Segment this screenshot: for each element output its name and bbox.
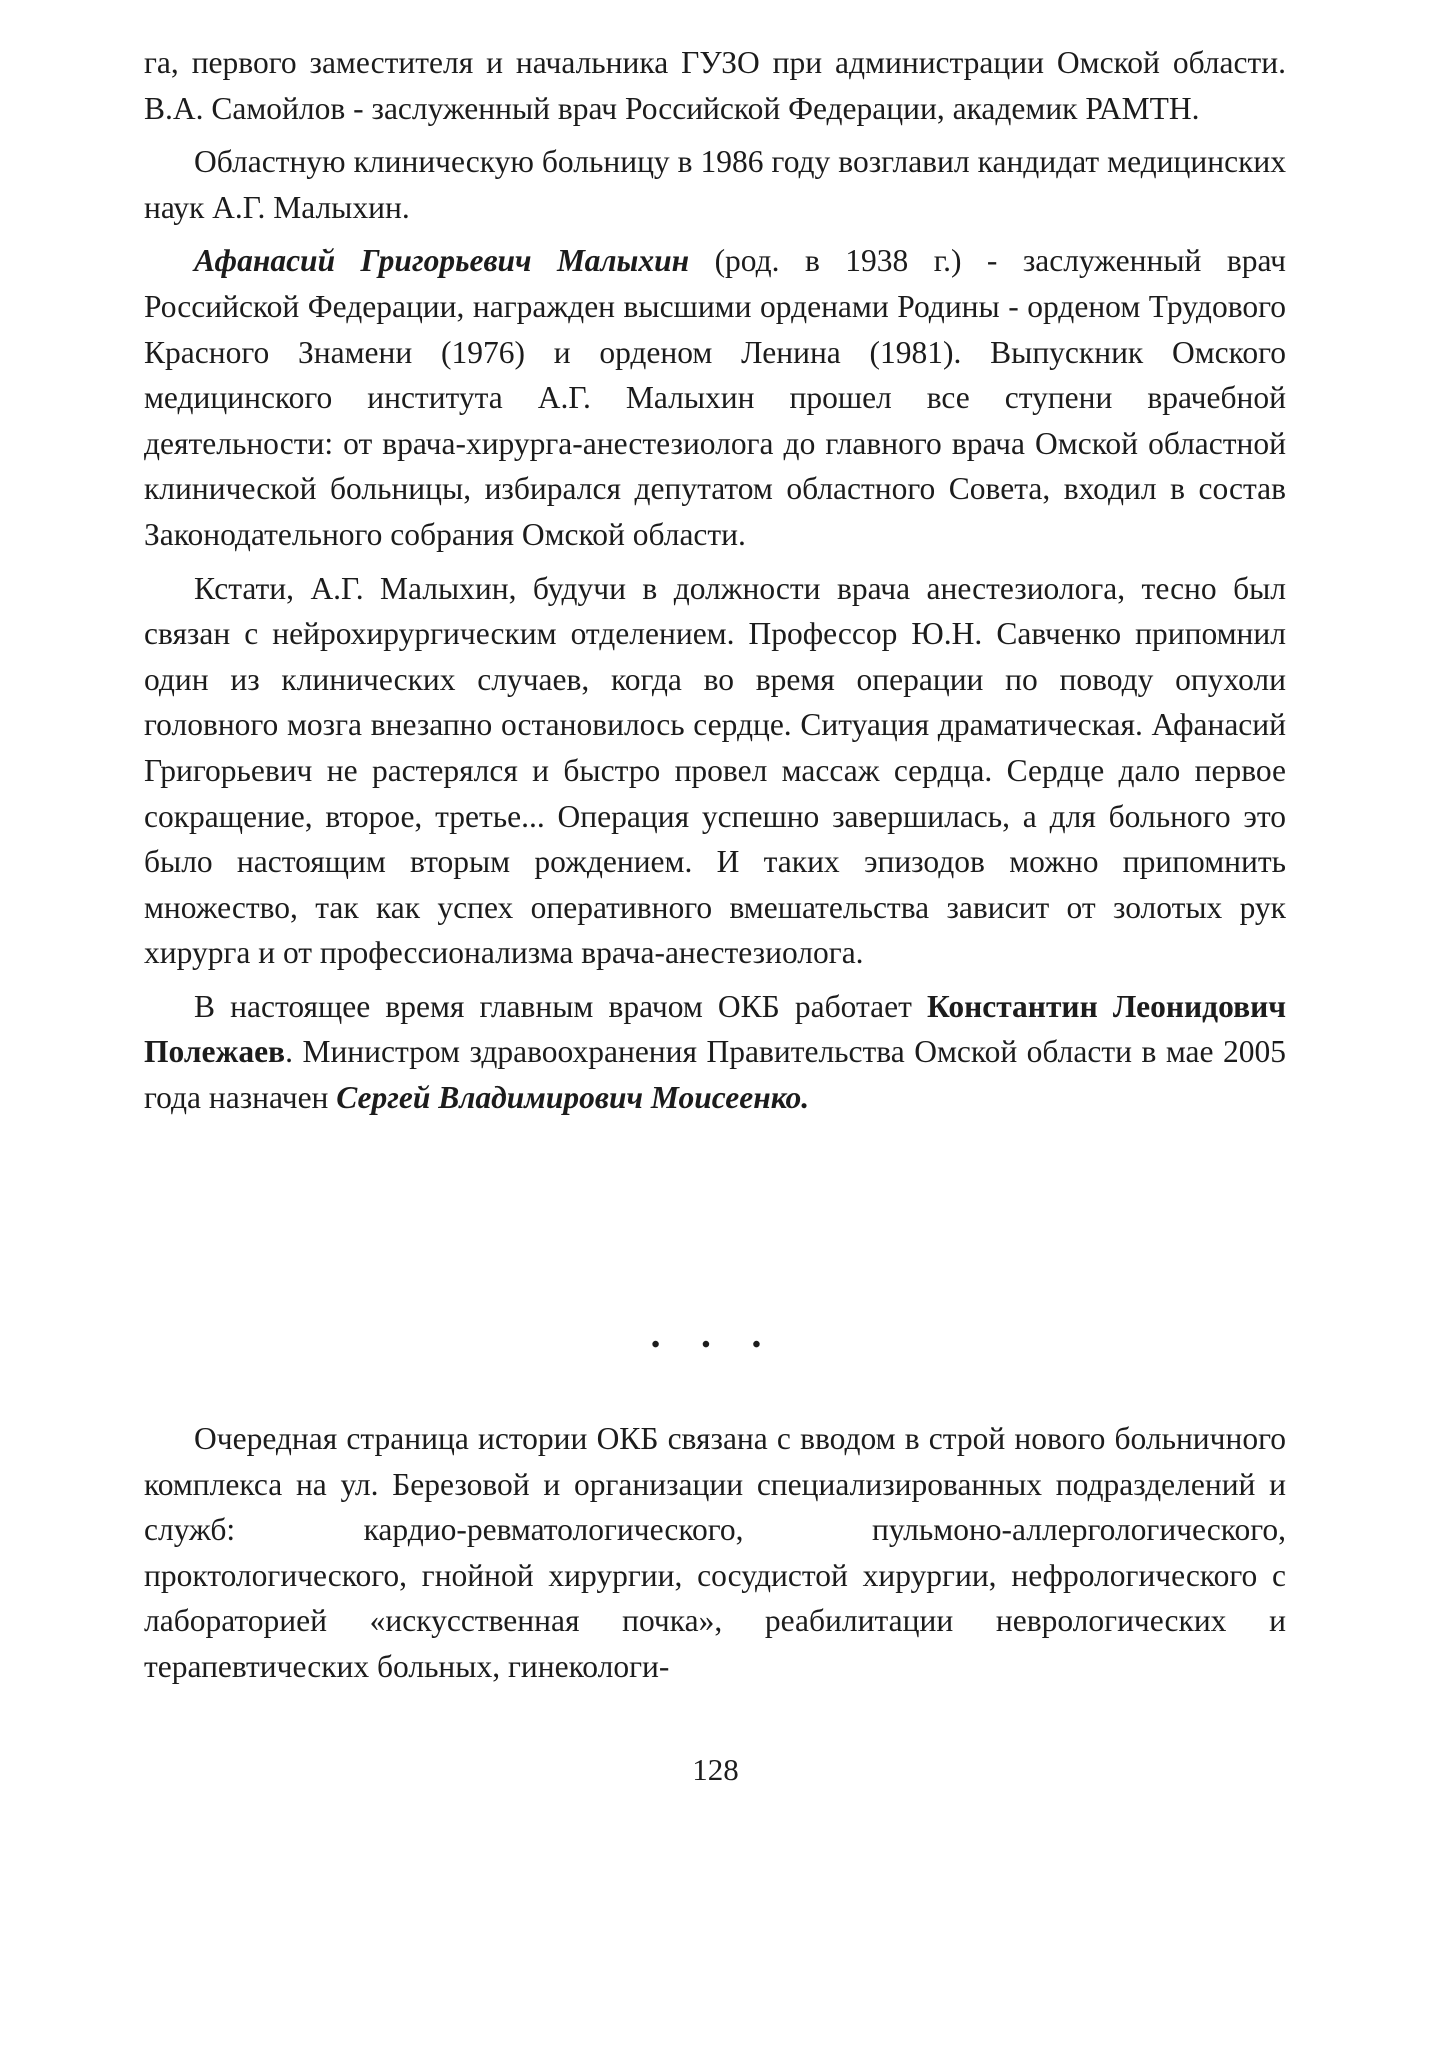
second-section <box>144 1416 1286 1690</box>
name-polezhaev: Константин Леонидович Полежаев <box>144 988 1286 1070</box>
page-number: 128 <box>692 1752 739 1787</box>
leadership-text-mid: . Министром здравоохранения Правительства Омской области в мае 2005 года назначен <box>144 1034 1286 1116</box>
name-moiseenko: Сергей Владимирович Моисеенко <box>336 1080 802 1116</box>
section-divider: • • • <box>651 1332 779 1358</box>
paragraph-current-leadership <box>144 984 1286 1121</box>
page-body <box>144 40 1287 1684</box>
paragraph-surgery-episode: Кстати, А.Г. Малыхин, будучи в должности врача анестезиолога, тесно был связан с нейрохирургическим отделением. Профессор Ю.Н. Савченко припомнил один из клинических случаев, когда во время операции по поводу опухоли головного мозга внезапно остановилось сердце. Ситуация драматическая. Афанасий Григорьевич не растерялся и быстро провел массаж сердца. Сердце дало первое сокращение, второе, третье... Операция успешно завершилась, а для больного это было настоящим вторым рождением. И таких эпизодов можно припомнить множество, так как успех оперативного вмешательства зависит от золотых рук хирурга и от профессионализма врача-анестезиолога. <box>144 570 1286 971</box>
paragraph-malykhin-bio <box>144 238 1286 557</box>
paragraph-new-complex: Очередная страница истории ОКБ связана с вводом в строй нового больничного комплекса на ул. Березовой и организации специализированных подразделений и служб: кардио-ревматологического, пульмоно-аллергологического, проктологического, гнойной хирургии, сосудистой хирургии, нефрологического с лабораторией «искусственная почка», реабилитации неврологических и терапевтических больных, гинекологи- <box>144 1421 1286 1684</box>
malykhin-bio-text: (род. в 1938 г.) - заслуженный врач Российской Федерации, награжден высшими орденами Родины - орденом Трудового Красного Знамени (1976) и орденом Ленина (1981). Выпускник Омского медицинского института А.Г. Малыхин прошел все ступени врачебной деятельности: от врача-хирурга-анестезиолога до главного врача Омской областной клинической больницы, избирался депутатом областного Совета, входил в состав Законодательного собрания Омской области. <box>144 243 1287 552</box>
name-malykhin: Афанасий Григорьевич Малыхин <box>194 243 690 279</box>
paragraph-continuation: га, первого заместителя и начальника ГУЗО при администрации Омской области. В.А. Самойлов - заслуженный врач Российской Федерации, академик РАМТН. <box>144 45 1286 126</box>
paragraph-hospital-head-1986: Областную клиническую больницу в 1986 году возглавил кандидат медицинских наук А.Г. Малыхин. <box>144 144 1286 225</box>
leadership-text-end: . <box>801 1080 810 1116</box>
leadership-text-pre: В настоящее время главным врачом ОКБ работает <box>194 988 928 1024</box>
